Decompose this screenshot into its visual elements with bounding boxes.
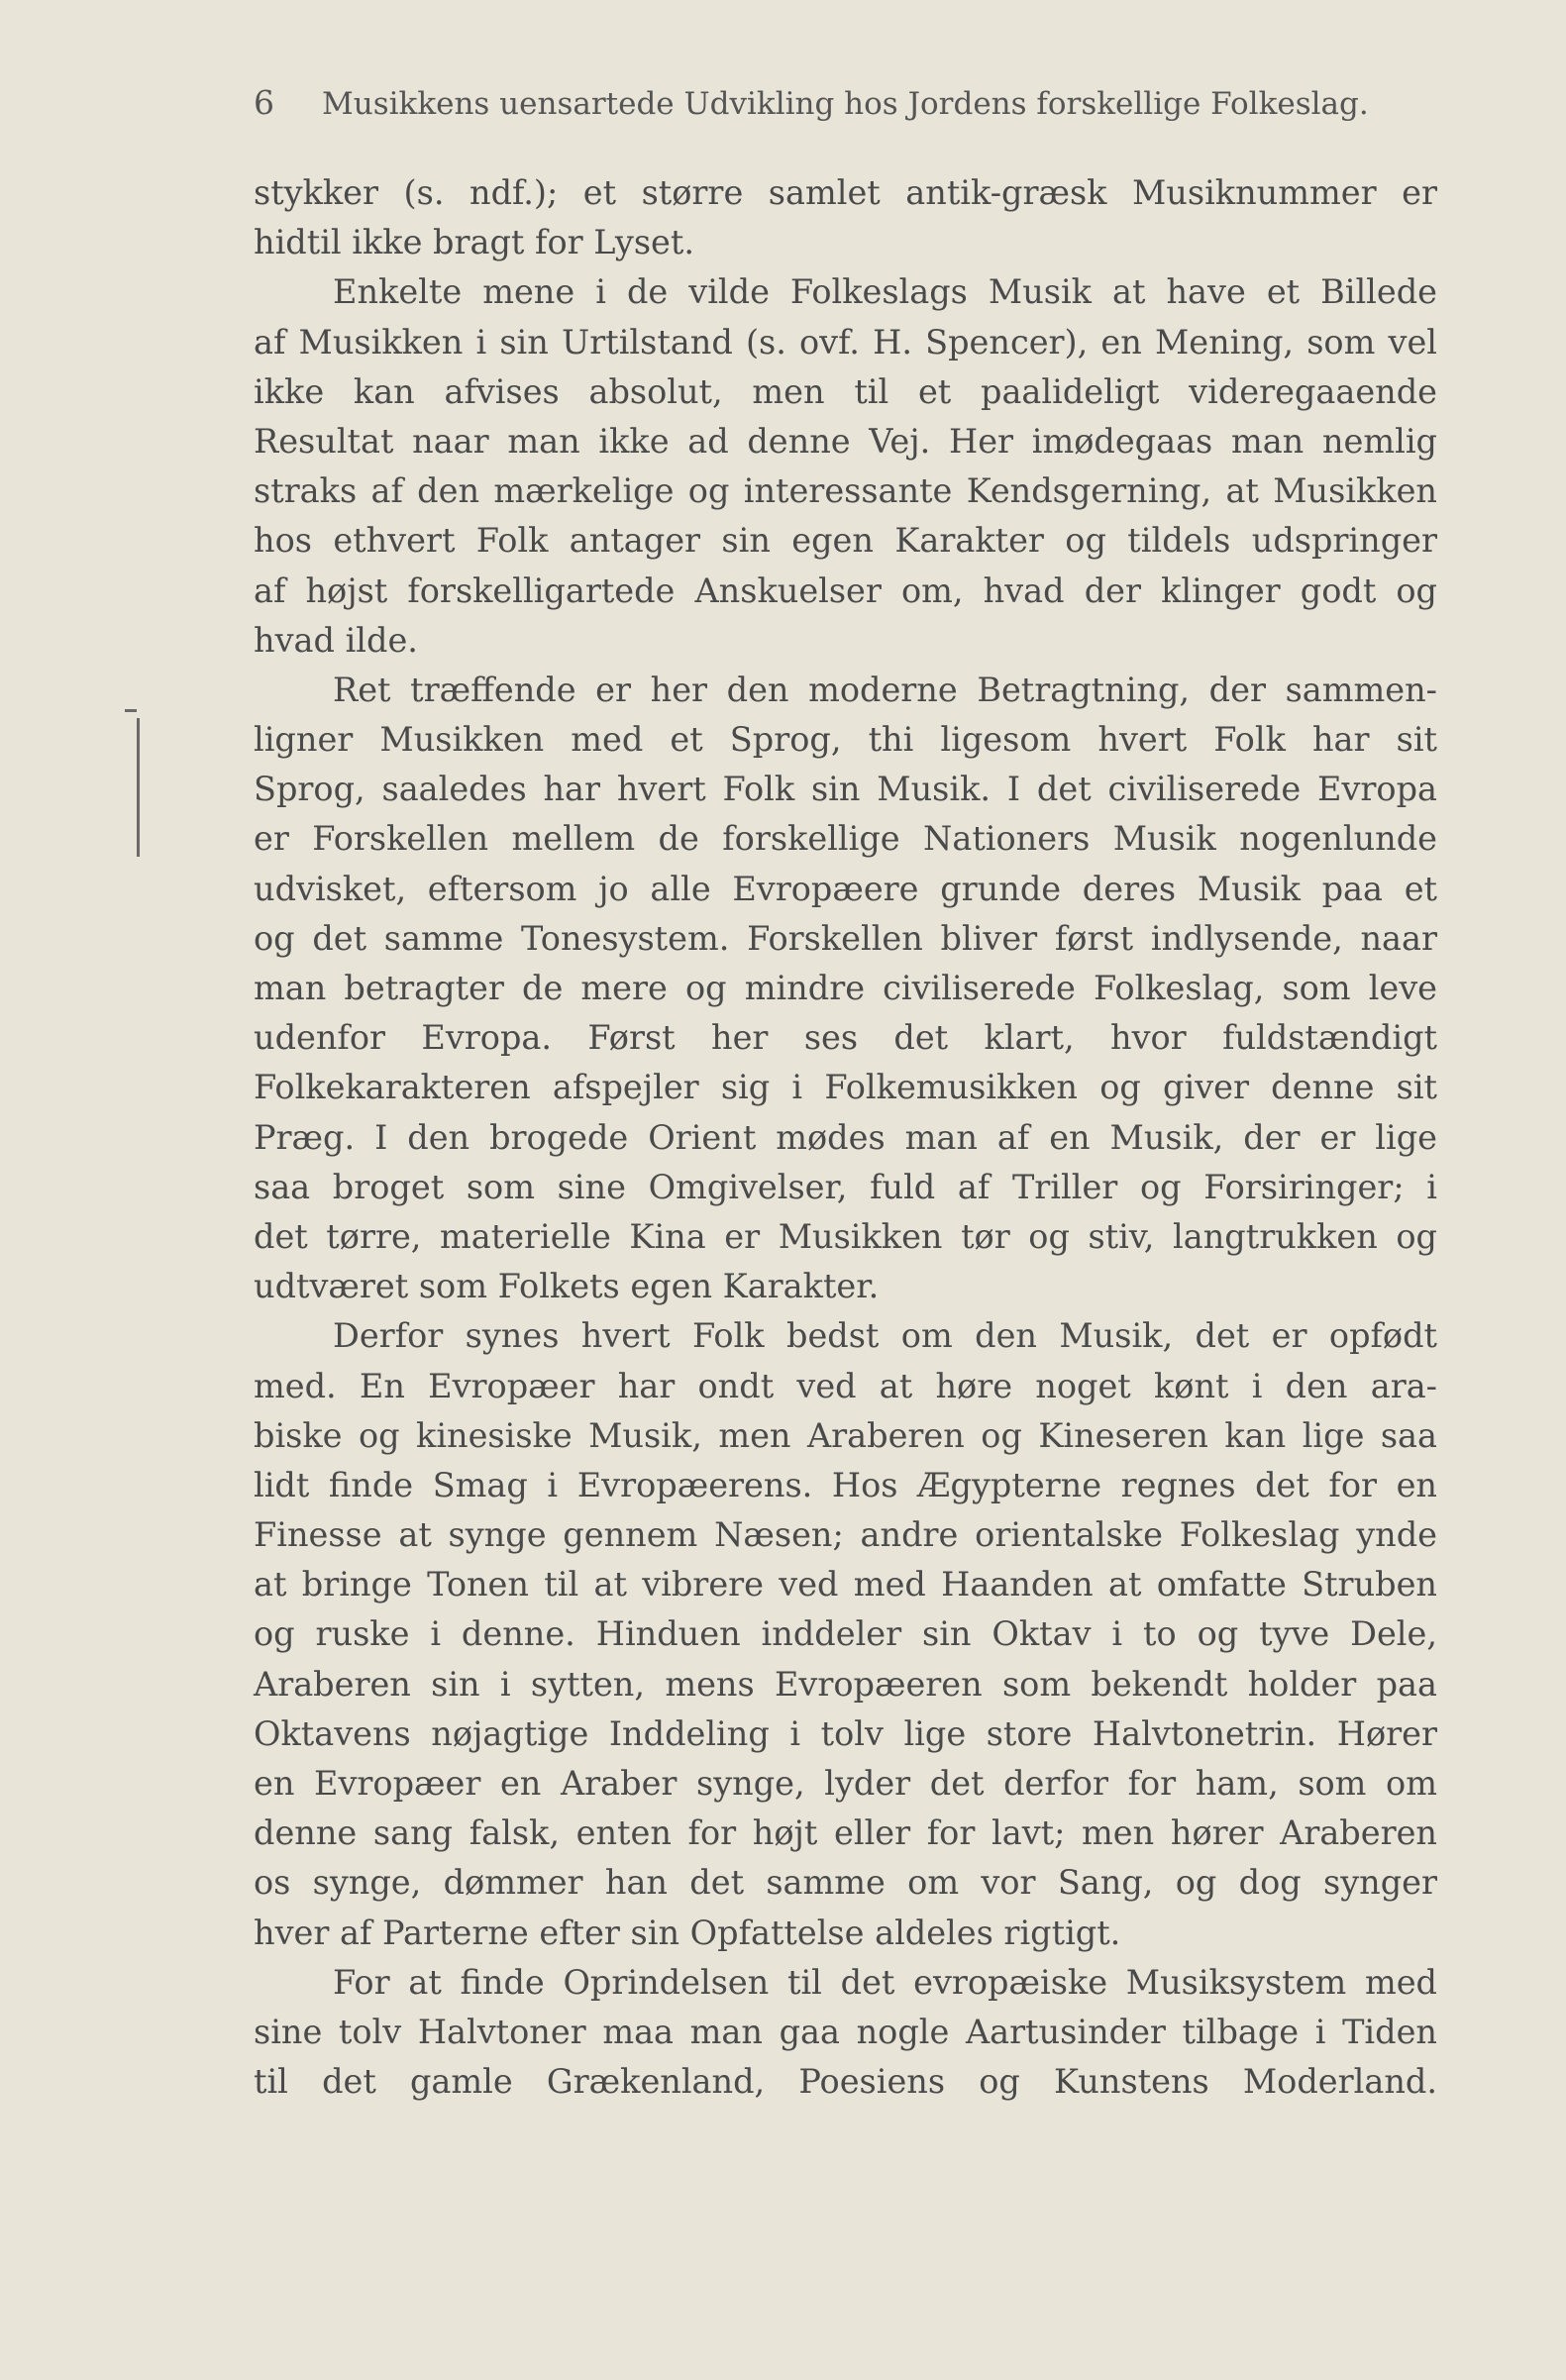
text-line: stykker (s. ndf.); et større samlet antik-græsk Musiknummer er	[254, 173, 1437, 212]
margin-tick-mark	[125, 709, 137, 712]
text-line: Folkekarakteren afspejler sig i Folkemusikken og giver denne sit	[254, 1068, 1437, 1107]
text-line: sine tolv Halvtoner maa man gaa nogle Aartusinder tilbage i Tiden	[254, 2012, 1437, 2051]
text-line: er Forskellen mellem de forskellige Nationers Musik nogenlunde	[254, 819, 1437, 859]
text-line: ligner Musikken med et Sprog, thi ligesom hvert Folk har sit	[254, 720, 1437, 760]
text-line: og det samme Tonesystem. Forskellen bliver først indlysende, naar	[254, 918, 1437, 958]
text-line: Finesse at synge gennem Næsen; andre orientalske Folkeslag ynde	[254, 1515, 1437, 1555]
text-line: af højst forskelligartede Anskuelser om, hvad der klinger godt og	[254, 570, 1437, 610]
text-line: Oktavens nøjagtige Inddeling i tolv lige store Halvtonetrin. Hører	[254, 1713, 1437, 1753]
text-line: Sprog, saaledes har hvert Folk sin Musik. I det civiliserede Evropa	[254, 770, 1437, 809]
text-line: at bringe Tonen til at vibrere ved med Haanden at omfatte Struben	[254, 1565, 1437, 1604]
text-line: Ret træffende er her den moderne Betragtning, der sammen-	[333, 670, 1437, 709]
text-line: det tørre, materielle Kina er Musikken tør og stiv, langtrukken og	[254, 1216, 1437, 1256]
text-line: man betragter de mere og mindre civiliserede Folkeslag, som leve	[254, 969, 1437, 1007]
text-line: ikke kan afvises absolut, men til et paalideligt videregaaende	[254, 371, 1437, 411]
text-line: os synge, dømmer han det samme om vor Sang, og dog synger	[254, 1863, 1437, 1903]
text-line: lidt finde Smag i Evropæerens. Hos Ægypterne regnes det for en	[254, 1465, 1437, 1504]
text-line: hvad ilde.	[254, 620, 418, 660]
text-line: hidtil ikke bragt for Lyset.	[254, 223, 694, 262]
text-line: til det gamle Grækenland, Poesiens og Kunstens Moderland.	[254, 2062, 1437, 2102]
text-line: en Evropæer en Araber synge, lyder det derfor for ham, som om	[254, 1764, 1437, 1803]
text-line: med. En Evropæer har ondt ved at høre noget kønt i den ara-	[254, 1366, 1437, 1405]
text-line: udenfor Evropa. Først her ses det klart, hvor fuldstændigt	[254, 1018, 1437, 1058]
text-line: straks af den mærkelige og interessante Kendsgerning, at Musikken	[254, 471, 1437, 511]
text-line: af Musikken i sin Urtilstand (s. ovf. H. Spencer), en Mening, som vel	[254, 322, 1437, 362]
text-line: hos ethvert Folk antager sin egen Karakter og tildels udspringer	[254, 521, 1437, 561]
text-line: Enkelte mene i de vilde Folkeslags Musik at have et Billede	[333, 272, 1437, 312]
page-number: 6	[254, 83, 274, 122]
text-line: saa broget som sine Omgivelser, fuld af Triller og Forsiringer; i	[254, 1167, 1437, 1206]
running-header	[254, 83, 1442, 122]
text-line: For at finde Oprindelsen til det evropæiske Musiksystem med	[333, 1962, 1437, 2002]
body-text	[254, 168, 1437, 2107]
text-line: og ruske i denne. Hinduen inddeler sin Oktav i to og tyve Dele,	[254, 1614, 1437, 1654]
text-line: biske og kinesiske Musik, men Araberen og Kineseren kan lige saa	[254, 1415, 1437, 1455]
text-line: denne sang falsk, enten for højt eller for lavt; men hører Araberen	[254, 1813, 1437, 1853]
text-line: udtværet som Folkets egen Karakter.	[254, 1267, 880, 1306]
text-line: Præg. I den brogede Orient mødes man af en Musik, der er lige	[254, 1117, 1437, 1157]
running-head-title: Musikkens uensartede Udvikling hos Jordens forskellige Folkeslag.	[322, 86, 1369, 122]
text-line: hver af Parterne efter sin Opfattelse aldeles rigtigt.	[254, 1913, 1121, 1952]
text-line: Araberen sin i sytten, mens Evropæeren som bekendt holder paa	[254, 1664, 1437, 1704]
text-line: Resultat naar man ikke ad denne Vej. Her imødegaas man nemlig	[254, 421, 1437, 461]
text-line: Derfor synes hvert Folk bedst om den Musik, det er opfødt	[333, 1316, 1437, 1356]
margin-vertical-mark	[137, 718, 140, 857]
text-line: udvisket, eftersom jo alle Evropæere grunde deres Musik paa et	[254, 869, 1437, 908]
